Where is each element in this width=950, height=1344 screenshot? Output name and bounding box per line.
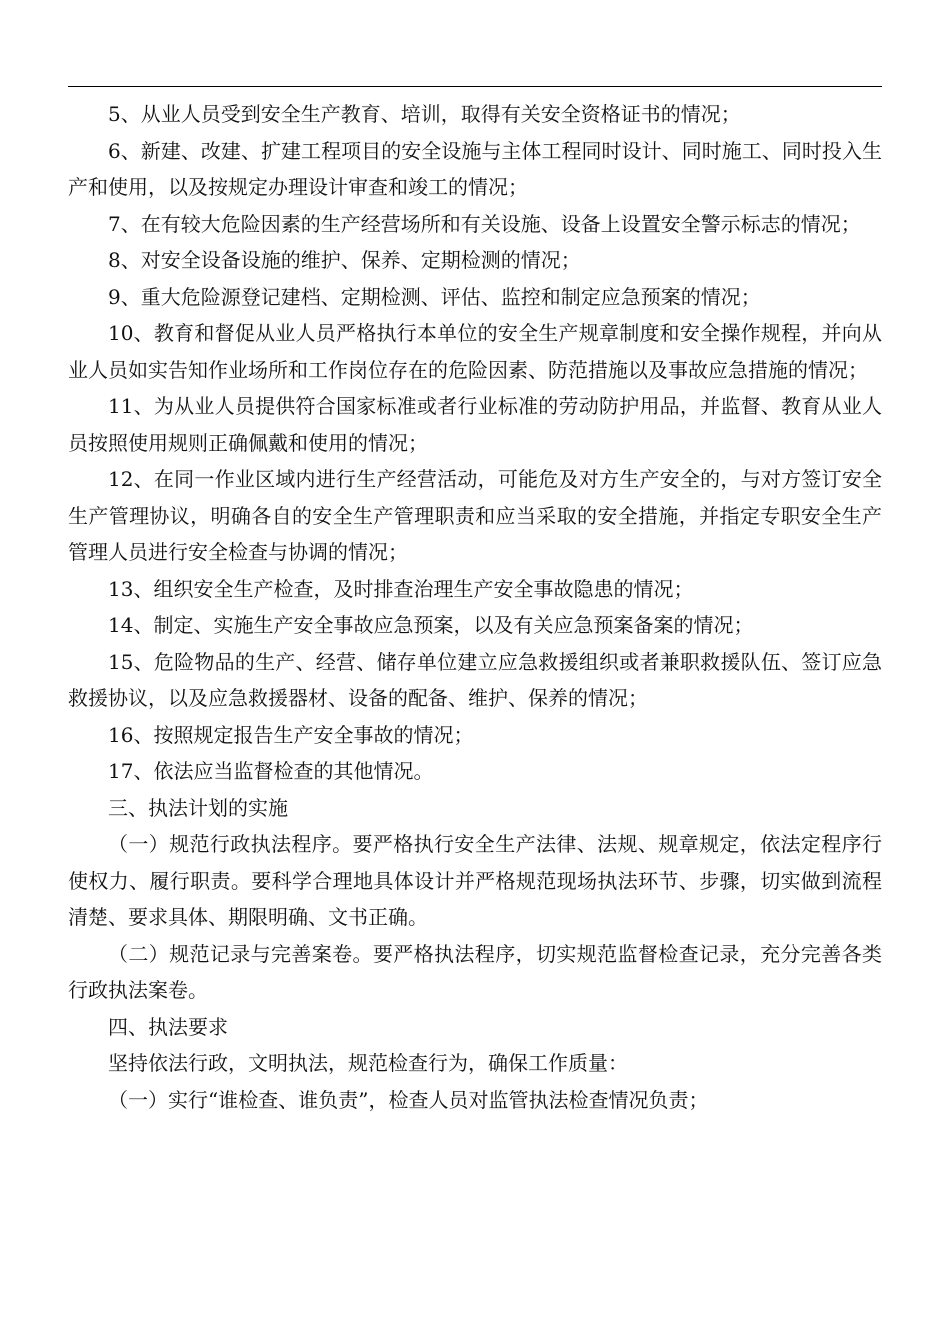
paragraph-item-10: 10、教育和督促从业人员严格执行本单位的安全生产规章制度和安全操作规程，并向从业人员如实告知作业场所和工作岗位存在的危险因素、防范措施以及事故应急措施的情况； (68, 321, 882, 382)
section-heading-4: 四、执法要求 (108, 1014, 228, 1039)
paragraph-subsection-2: （二）规范记录与完善案卷。要严格执法程序，切实规范监督检查记录，充分完善各类行政执法案卷。 (68, 941, 882, 1002)
paragraph-item-6: 6、新建、改建、扩建工程项目的安全设施与主体工程同时设计、同时施工、同时投入生产和使用，以及按规定办理设计审查和竣工的情况； (68, 138, 882, 199)
paragraph-item-11: 11、为从业人员提供符合国家标准或者行业标准的劳动防护用品，并监督、教育从业人员按照使用规则正确佩戴和使用的情况； (68, 394, 882, 455)
paragraph-item-7: 7、在有较大危险因素的生产经营场所和有关设施、设备上设置安全警示标志的情况； (108, 211, 861, 236)
paragraph-item-15: 15、危险物品的生产、经营、储存单位建立应急救援组织或者兼职救援队伍、签订应急救援协议，以及应急救援器材、设备的配备、维护、保养的情况； (68, 649, 882, 710)
document-body (68, 96, 882, 1118)
paragraph-item-9: 9、重大危险源登记建档、定期检测、评估、监控和制定应急预案的情况； (108, 284, 761, 309)
paragraph-item-13: 13、组织安全生产检查，及时排查治理生产安全事故隐患的情况； (108, 576, 694, 601)
paragraph-item-8: 8、对安全设备设施的维护、保养、定期检测的情况； (108, 248, 581, 272)
paragraph-item-14: 14、制定、实施生产安全事故应急预案，以及有关应急预案备案的情况； (108, 613, 754, 637)
paragraph-requirement-1: （一）实行“谁检查、谁负责”，检查人员对监管执法检查情况负责； (108, 1087, 709, 1112)
paragraph-subsection-1: （一）规范行政执法程序。要严格执行安全生产法律、法规、规章规定，依法定程序行使权力、履行职责。要科学合理地具体设计并严格规范现场执法环节、步骤，切实做到流程清楚、要求具体、期限明确、文书正确。 (68, 832, 882, 929)
paragraph-item-16: 16、按照规定报告生产安全事故的情况； (108, 722, 474, 747)
paragraph-item-5: 5、从业人员受到安全生产教育、培训，取得有关安全资格证书的情况； (108, 102, 741, 126)
header-rule (68, 86, 882, 87)
paragraph-item-12: 12、在同一作业区域内进行生产经营活动，可能危及对方生产安全的，与对方签订安全生产管理协议，明确各自的安全生产管理职责和应当采取的安全措施，并指定专职安全生产管理人员进行安全检查与协调的情况； (68, 467, 882, 564)
paragraph-requirements-intro: 坚持依法行政，文明执法，规范检查行为，确保工作质量： (108, 1051, 628, 1075)
paragraph-item-17: 17、依法应当监督检查的其他情况。 (108, 759, 434, 783)
section-heading-3: 三、执法计划的实施 (108, 795, 288, 820)
